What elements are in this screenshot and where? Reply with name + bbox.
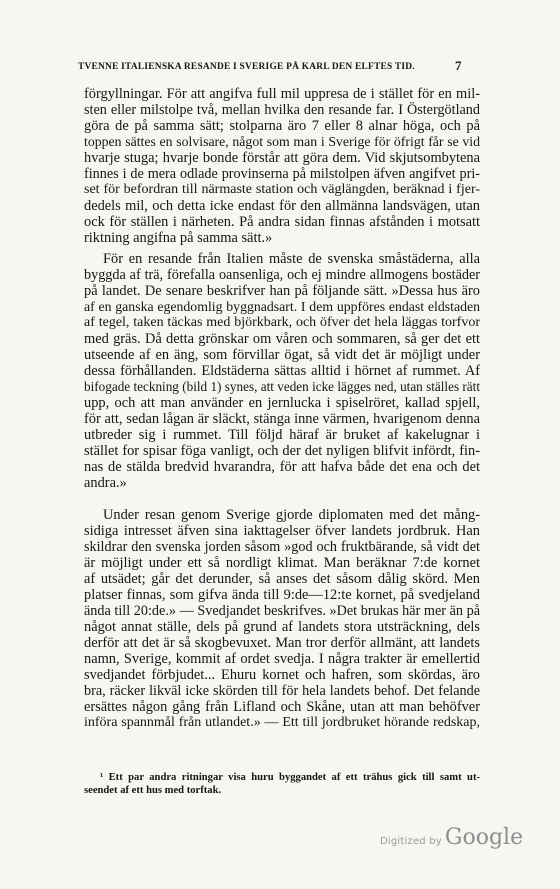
text-line: namn, Sverige, kommit af ordet svedja. I några trakter är emellertid xyxy=(84,651,480,667)
text-line: införa spannmål från utlandet.» — Ett till jordbruket hörande redskap, xyxy=(84,715,480,730)
text-line: af en ganska egendomlig byggnadsart. I dem uppföres endast eldstaden xyxy=(84,299,480,314)
text-line: sidiga intresset äfven sina iakttagelser öfver landets jordbruk. Han xyxy=(84,523,480,539)
text-line: toppen sättes en solvisare, något som man i Sverige för öfrigt får se vid xyxy=(84,134,480,149)
text-line: för att, sedan lågan är släckt, stänga inne värmen, hvarigenom denna xyxy=(84,411,480,427)
text-line: göra de på samma sätt; stolparna äro 7 eller 8 alnar höga, och på xyxy=(84,118,480,134)
text-line: förgyllningar. För att angifva full mil uppresa de i stället för en mil- xyxy=(84,86,480,102)
text-line: är möjligt under ett så nordligt klimat. Man beräknar 7:de kornet xyxy=(84,555,480,571)
text-line: utbreder sig i rummet. Till följd häraf är bruket af kakelugnar i xyxy=(84,427,480,443)
watermark-prefix: Digitized by xyxy=(380,836,442,847)
text-line: set för befordran till närmaste station och väglängden, beräknad i fjer- xyxy=(84,182,480,197)
text-line: bra, räcker likväl icke skörden till för hela landets behof. Det felande xyxy=(84,683,480,699)
text-line: hvarje stuga; hvarje bonde förstår att göra dem. Vid skjutsombytena xyxy=(84,150,480,166)
text-line: bifogade teckning (bild 1) synes, att veden icke lägges ned, utan ställes rätt xyxy=(84,379,480,394)
text-line: finnes i de mera odlade provinserna på milstolpen äfven angifvet pri- xyxy=(84,166,480,182)
text-line: dessa förhållanden. Eldstäderna sättas alltid i hörnet af rummet. Af xyxy=(84,363,480,379)
text-line: platser finnas, som gifva ända till 9:de—12:te kornet, på svedjeland xyxy=(84,587,480,603)
text-line: upp, och att man använder en jernlucka i spiselröret, kallad spjell, xyxy=(84,395,480,411)
text-line: sten eller milstolpe två, mellan hvilka den resande far. I Östergötland xyxy=(84,102,480,118)
text-line: något annat ställe, dels på grund af landets stora utsträckning, dels xyxy=(84,619,480,635)
text-line: stället for spisar föga vanligt, och der det nyligen blifvit infördt, fin- xyxy=(84,443,480,459)
text-line: nas de stälda bredvid hvarandra, för att hafva både det ena och det xyxy=(84,459,480,475)
page-number: 7 xyxy=(455,58,462,73)
footnote-line: ¹ Ett par andra ritningar visa huru byggandet af ett trähus gick till samt ut- xyxy=(100,772,480,783)
text-line: svedjandet förbjudet... Ehuru kornet och hafren, som skördas, äro xyxy=(84,667,480,683)
text-line: med gräs. Då detta grönskar om våren och sommaren, så ger det ett xyxy=(84,331,480,347)
text-line: dedels mil, och detta icke endast för den allmänna landsvägen, utan xyxy=(84,198,480,214)
text-line: andra.» xyxy=(84,475,127,491)
text-line: på landet. De senare beskrifver han på följande sätt. »Dessa hus äro xyxy=(84,283,480,299)
text-line: ersättes någon gång från Lifland och Skåne, utan att man behöfver xyxy=(84,699,480,715)
text-line: ock för ställen i närheten. På andra sidan finnas afstånden i motsatt xyxy=(84,214,480,230)
text-line: Under resan genom Sverige gjorde diplomaten med det mång- xyxy=(103,507,480,523)
text-line: utseende af en äng, som förvillar ögat, så vidt det är möjligt under xyxy=(84,347,480,363)
google-watermark xyxy=(380,825,523,850)
text-line: af utsädet; går det derunder, så anses det såsom dålig skörd. Men xyxy=(84,571,480,587)
text-line: skildrar den svenska jorden såsom »god och fruktbärande, så vidt det xyxy=(84,539,480,555)
footnote-line: seendet af ett hus med torftak. xyxy=(84,785,222,796)
text-line: riktning angifna på samma sätt.» xyxy=(84,230,273,246)
google-logo-text: Google xyxy=(444,825,524,850)
text-line: af tegel, taken täckas med björkbark, och öfver det hela läggas torfvor xyxy=(84,315,480,330)
running-header: TVENNE ITALIENSKA RESANDE I SVERIGE PÅ KARL DEN ELFTES TID. xyxy=(78,62,415,72)
text-line: För en resande från Italien måste de svenska småstäderna, alla xyxy=(103,251,480,267)
text-line: byggda af trä, förefalla oansenliga, och ej mindre allmogens bostäder xyxy=(84,267,480,283)
text-line: ända till 20:de.» — Svedjandet beskrifves. »Det brukas här mer än på xyxy=(84,603,480,619)
text-line: derför att det är så skogbevuxet. Man tror derför allmänt, att landets xyxy=(84,635,480,651)
